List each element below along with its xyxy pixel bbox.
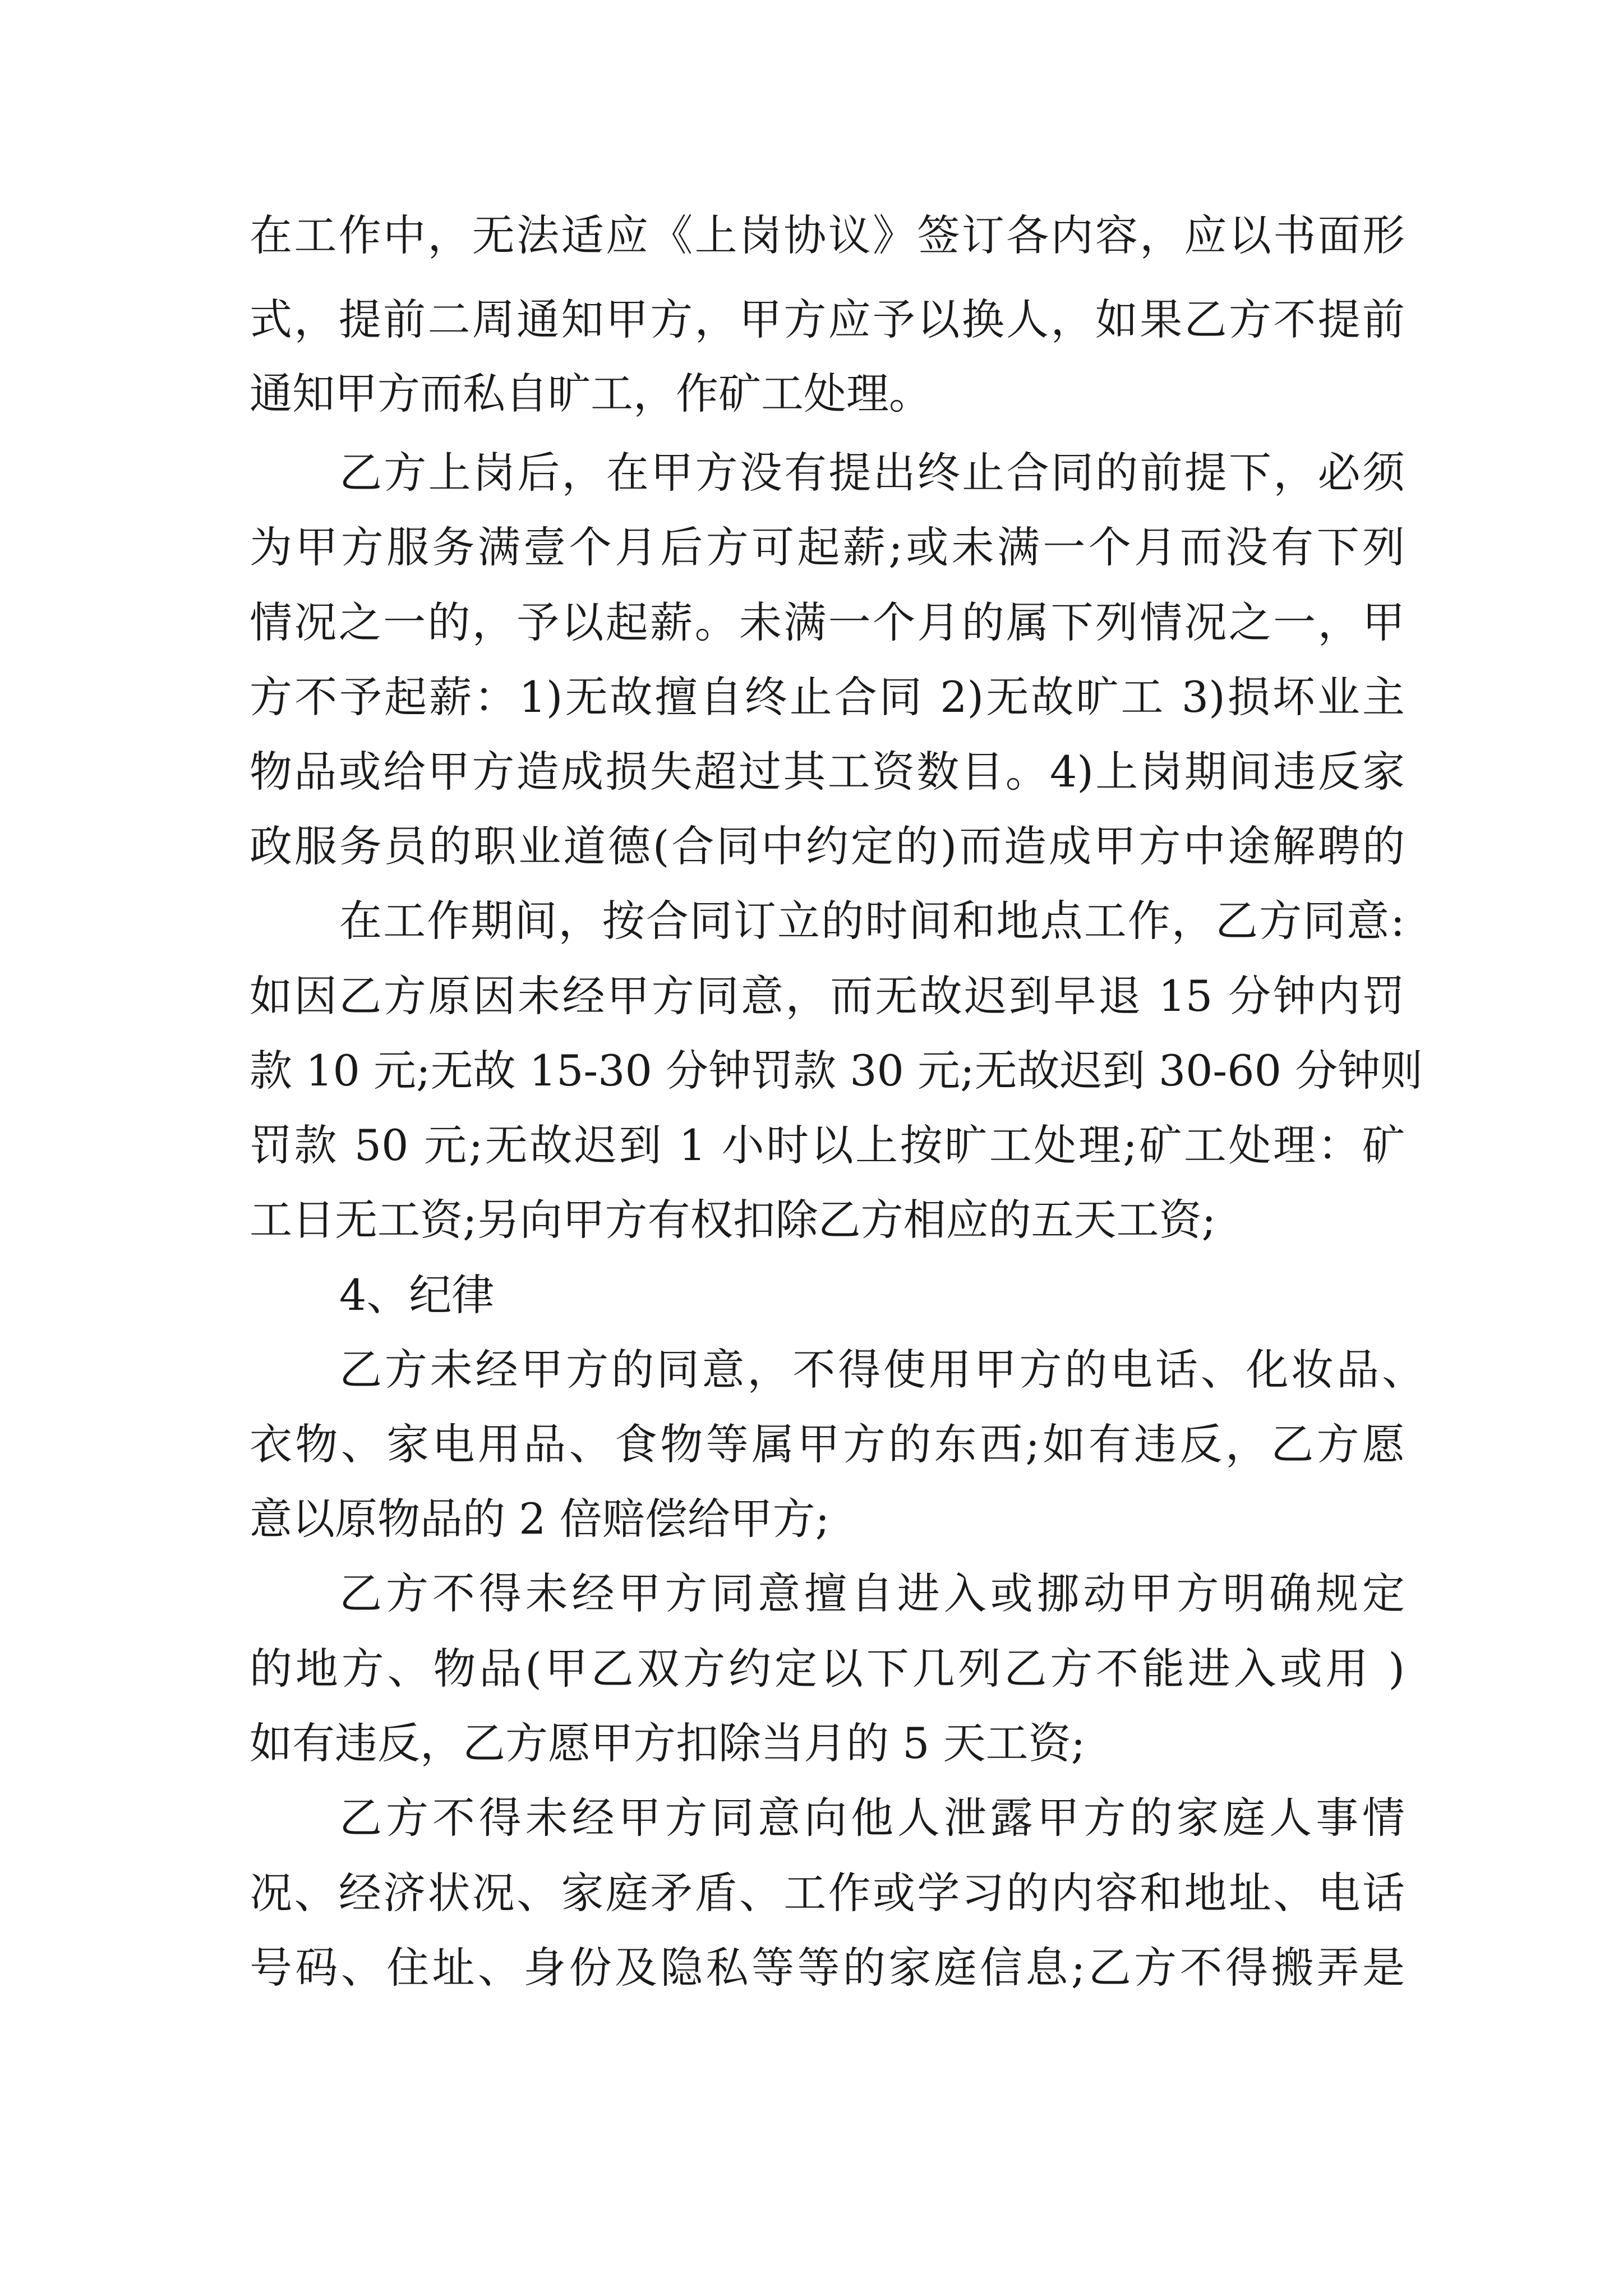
text-line: 乙方未经甲方的同意，不得使用甲方的电话、化妆品、	[339, 1345, 1424, 1395]
text-line: 如有违反，乙方愿甲方扣除当月的 5 天工资;	[250, 1718, 1086, 1768]
text-line: 乙方不得未经甲方同意向他人泄露甲方的家庭人事情	[339, 1793, 1405, 1843]
text-line: 通知甲方而私自旷工，作矿工处理。	[250, 369, 932, 418]
text-line: 在工作期间，按合同订立的时间和地点工作，乙方同意:	[339, 896, 1405, 946]
text-line: 况、经济状况、家庭矛盾、工作或学习的内容和地址、电话	[250, 1868, 1405, 1918]
text-line: 情况之一的，予以起薪。未满一个月的属下列情况之一，甲	[250, 597, 1405, 647]
text-line: 款 10 元;无故 15-30 分钟罚款 30 元;无故迟到 30-60 分钟则	[250, 1046, 1423, 1096]
text-line: 意以原物品的 2 倍赔偿给甲方;	[250, 1494, 830, 1544]
text-line: 号码、住址、身份及隐私等等的家庭信息;乙方不得搬弄是	[250, 1943, 1405, 1993]
text-line: 工日无工资;另向甲方有权扣除乙方相应的五天工资;	[250, 1195, 1216, 1245]
text-line: 式，提前二周通知甲方，甲方应予以换人，如果乙方不提前	[250, 295, 1405, 344]
text-line: 物品或给甲方造成损失超过其工资数目。4)上岗期间违反家	[250, 747, 1405, 797]
text-line: 乙方上岗后，在甲方没有提出终止合同的前提下，必须	[339, 448, 1405, 498]
text-line: 的地方、物品(甲乙双方约定以下几列乙方不能进入或用 )	[250, 1644, 1405, 1694]
text-line: 为甲方服务满壹个月后方可起薪;或未满一个月而没有下列	[250, 522, 1405, 572]
text-line: 罚款 50 元;无故迟到 1 小时以上按旷工处理;矿工处理：矿	[250, 1120, 1405, 1170]
section-heading: 4、纪律	[339, 1270, 495, 1320]
text-line: 在工作中，无法适应《上岗协议》签订各内容，应以书面形	[250, 210, 1405, 260]
text-line: 如因乙方原因未经甲方同意，而无故迟到早退 15 分钟内罚	[250, 971, 1405, 1021]
text-line: 政服务员的职业道德(合同中约定的)而造成甲方中途解聘的	[250, 821, 1405, 871]
text-line: 乙方不得未经甲方同意擅自进入或挪动甲方明确规定	[339, 1568, 1405, 1618]
text-line: 衣物、家电用品、食物等属甲方的东西;如有违反，乙方愿	[250, 1419, 1405, 1469]
text-line: 方不予起薪：1)无故擅自终止合同 2)无故旷工 3)损坏业主	[250, 672, 1405, 722]
